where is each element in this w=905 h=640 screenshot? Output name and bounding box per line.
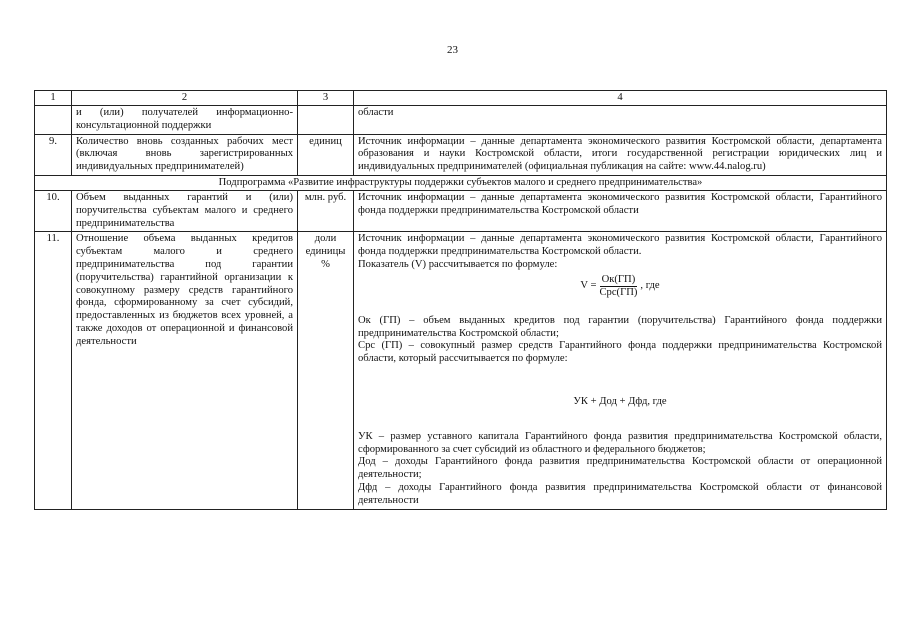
indicator-name-cell: Объем выданных гарантий и (или) поручительства субъектам малого и среднего предпринимательства <box>72 190 298 231</box>
formula-tail: , где <box>640 279 660 291</box>
formula-denominator: Срс(ГП) <box>599 286 638 298</box>
source-cell <box>354 232 887 509</box>
table-row-continuation <box>35 106 887 135</box>
formula-v <box>358 274 882 299</box>
formula-fraction <box>597 274 639 299</box>
unit-line: % <box>321 258 330 270</box>
subprogram-row <box>35 175 887 190</box>
unit-line: доли <box>314 233 337 245</box>
row-number-cell: 9. <box>35 134 72 175</box>
unit-line: единицы <box>305 246 346 258</box>
unit-cell: единиц <box>298 134 354 175</box>
formula-numerator: Ок(ГП) <box>601 273 636 285</box>
indicators-table <box>34 90 887 510</box>
unit-cell <box>298 232 354 509</box>
formula-lhs: V = <box>580 279 597 291</box>
definition-ok: Ок (ГП) – объем выданных кредитов под гарантии (поручительства) Гарантийного фонда поддержки предпринимательства Костромской области; <box>358 314 882 339</box>
formula-intro: Показатель (V) рассчитывается по формуле: <box>358 258 558 270</box>
indicator-name-cell: Количество вновь созданных рабочих мест (включая вновь зарегистрированных индивидуальных предпринимателей) <box>72 134 298 175</box>
indicator-name-cell: и (или) получателей информационно-консультационной поддержки <box>72 106 298 135</box>
table-row-9 <box>35 134 887 175</box>
row-number-cell <box>35 106 72 135</box>
subprogram-title: Подпрограмма «Развитие инфраструктуры поддержки субъектов малого и среднего предпринимательства» <box>35 175 887 190</box>
source-cell: Источник информации – данные департамента экономического развития Костромской области, Гарантийного фонда поддержки предпринимательства Костромской области <box>354 190 887 231</box>
table-row-10 <box>35 190 887 231</box>
source-cell: Источник информации – данные департамента экономического развития Костромской области, департамента образования и науки Костромской области, итоги государственной регистрации юридических лиц и индивидуальных предпринимателей (официальная публикация на сайте: www.44.nalog.ru) <box>354 134 887 175</box>
unit-cell: млн. руб. <box>298 190 354 231</box>
definition-srs: Срс (ГП) – совокупный размер средств Гарантийного фонда поддержки предпринимательства Костромской области, который рассчитывается по формуле: <box>358 340 882 365</box>
column-header-2: 2 <box>72 91 298 106</box>
page-number: 23 <box>447 44 458 56</box>
column-header-row <box>35 91 887 106</box>
indicator-name-cell: Отношение объема выданных кредитов субъектам малого и среднего предпринимательства под гарантии (поручительства) гарантийной организации к совокупному размеру средств гарантийного фонда, сформированному за счет субсидий, предоставленных из бюджетов всех уровней, а также доходов от операционной и финансовой деятельности <box>72 232 298 509</box>
table-row-11 <box>35 232 887 509</box>
definition-dfd: Дфд – доходы Гарантийного фонда развития предпринимательства Костромской области от финансовой деятельности <box>358 481 882 506</box>
formula-srs: УК + Дод + Дфд, где <box>573 395 667 407</box>
column-header-3: 3 <box>298 91 354 106</box>
source-cell: области <box>354 106 887 135</box>
row-number-cell: 10. <box>35 190 72 231</box>
source-intro: Источник информации – данные департамента экономического развития Костромской области, Гарантийного фонда поддержки предпринимательства Костромской области. <box>358 233 882 258</box>
column-header-4: 4 <box>354 91 887 106</box>
unit-cell <box>298 106 354 135</box>
row-number-cell: 11. <box>35 232 72 509</box>
definition-uk: УК – размер уставного капитала Гарантийного фонда развития предпринимательства Костромской области, сформированного за счет субсидий из областного и федерального бюджетов; <box>358 430 882 455</box>
column-header-1: 1 <box>35 91 72 106</box>
definition-dod: Дод – доходы Гарантийного фонда развития предпринимательства Костромской области от операционной деятельности; <box>358 456 882 481</box>
